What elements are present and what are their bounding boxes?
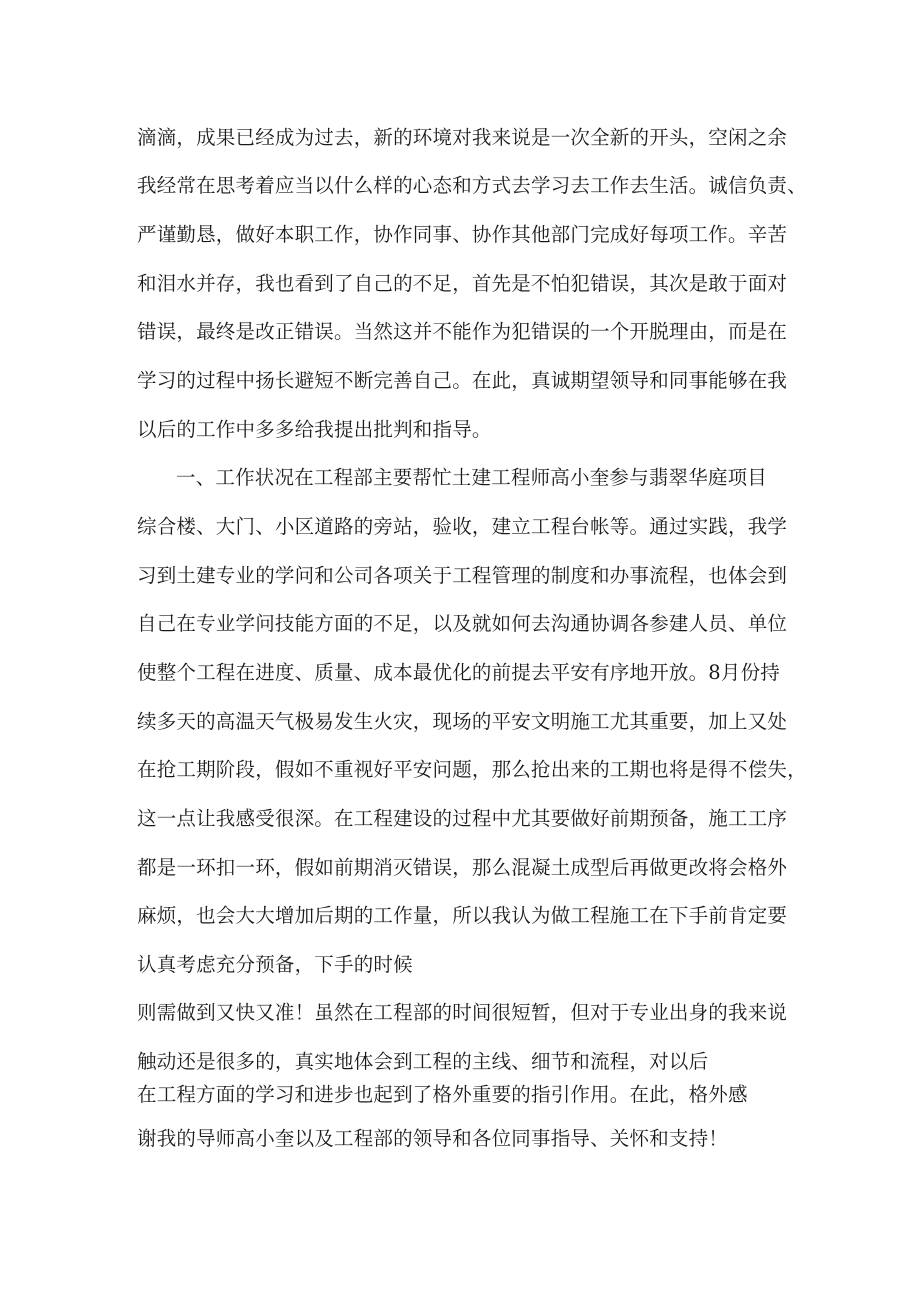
text-line: 在工程方面的学习和进步也起到了格外重要的指引作用。在此，格外感: [137, 1083, 748, 1106]
text-line: 使整个工程在进度、质量、成本最优化的前提去平安有序地开放。8月份持: [137, 661, 781, 684]
text-line: 我经常在思考着应当以什么样的心态和方式去学习去工作去生活。诚信负责、: [137, 174, 807, 197]
text-line: 以后的工作中多多给我提出批判和指导。: [137, 418, 492, 441]
text-line: 错误，最终是改正错误。当然这并不能作为犯错误的一个开脱理由，而是在: [137, 320, 788, 343]
text-line: 这一点让我感受很深。在工程建设的过程中尤其要做好前期预备，施工工序: [137, 807, 788, 830]
text-line: 滴滴，成果已经成为过去，新的环境对我来说是一次全新的开头，空闲之余: [137, 126, 788, 149]
text-line: 触动还是很多的，真实地体会到工程的主线、细节和流程，对以后: [137, 1050, 709, 1073]
paragraph-first-line: 一、工作状况在工程部主要帮忙土建工程师高小奎参与翡翠华庭项目: [176, 466, 768, 489]
text-line: 综合楼、大门、小区道路的旁站，验收，建立工程台帐等。通过实践，我学: [137, 515, 788, 538]
text-line: 认真考虑充分预备，下手的时候: [137, 953, 413, 976]
text-line: 在抢工期阶段，假如不重视好平安问题，那么抢出来的工期也将是得不偿失，: [137, 758, 807, 781]
text-line: 麻烦，也会大大增加后期的工作量，所以我认为做工程施工在下手前肯定要: [137, 904, 788, 927]
text-line: 和泪水并存，我也看到了自己的不足，首先是不怕犯错误，其次是敢于面对: [137, 272, 788, 295]
text-line: 学习的过程中扬长避短不断完善自己。在此，真诚期望领导和同事能够在我: [137, 369, 788, 392]
text-line: 续多天的高温天气极易发生火灾，现场的平安文明施工尤其重要，加上又处: [137, 710, 788, 733]
text-line: 都是一环扣一环，假如前期消灭错误，那么混凝土成型后再做更改将会格外: [137, 856, 788, 879]
text-line: 习到土建专业的学问和公司各项关于工程管理的制度和办事流程，也体会到: [137, 564, 788, 587]
text-line: 严谨勤恳，做好本职工作，协作同事、协作其他部门完成好每项工作。辛苦: [137, 223, 788, 246]
text-line: 谢我的导师高小奎以及工程部的领导和各位同事指导、关怀和支持！: [137, 1127, 729, 1150]
text-line: 自己在专业学问技能方面的不足，以及就如何去沟通协调各参建人员、单位: [137, 612, 788, 635]
text-line: 则需做到又快又准！虽然在工程部的时间很短暂，但对于专业出身的我来说: [137, 1001, 788, 1024]
